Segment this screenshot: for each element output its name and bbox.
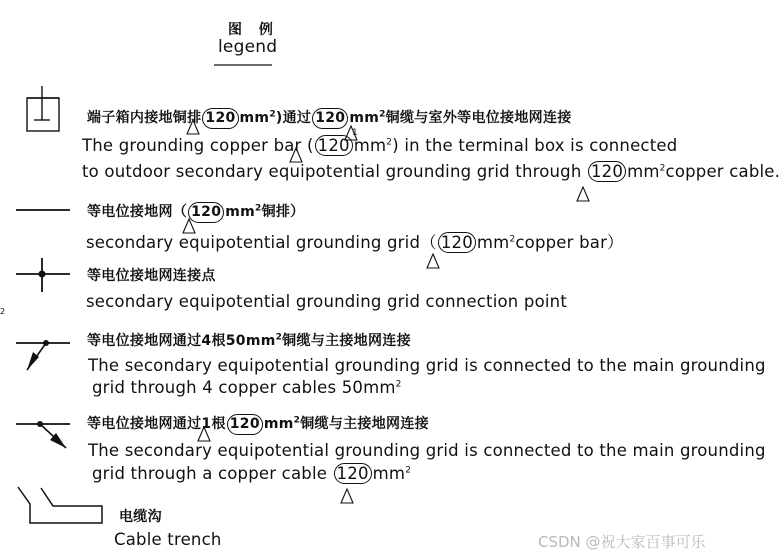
item1-en-line2: to outdoor secondary equipotential grounding grid through 120 $mm^2copper$ cable. — [82, 162, 780, 181]
item1-en-line1: The grounding copper bar ( 120 $mm^2$) in the terminal box is connected — [82, 136, 678, 155]
watermark: CSDN @祝大家百事可乐 — [538, 533, 706, 551]
legend-title-en: legend — [218, 37, 278, 57]
cloud-value: 120 — [312, 108, 348, 129]
item2-zh: 等电位接地网（ 120 $mm^2$铜排） — [87, 201, 304, 223]
item1-zh: 端子箱内接地铜排 120 $mm^2$)通过 120 $mm^2$铜缆与室外等电位接地网连接 — [87, 107, 572, 129]
arrow-down-right-icon — [16, 421, 70, 448]
item6-en: Cable trench — [114, 530, 222, 549]
item4-en-line2: grid through 4 copper cables $50mm^2$ — [92, 378, 402, 397]
item6-zh: 电缆沟 — [119, 509, 162, 525]
item5-en-line2: grid through a copper cable 120 $mm^2$ — [92, 464, 412, 483]
legend-title-zh: 图 例 — [228, 22, 279, 38]
cloud-value: 120 — [202, 108, 238, 129]
item5-en-line1: The secondary equipotential grounding grid is connected to the main grounding — [88, 441, 766, 460]
terminal-box-icon — [27, 86, 59, 131]
arrow-down-left-icon — [16, 340, 70, 370]
margin-mark: 2 — [0, 307, 6, 316]
item3-en: secondary equipotential grounding grid connection point — [86, 292, 567, 311]
item4-en-line1: The secondary equipotential grounding grid is connected to the main grounding — [88, 356, 766, 375]
item5-zh: 等电位接地网通过1根 120 $mm^2$铜缆与主接地网连接 — [87, 413, 429, 435]
revision-mark-number: 1 — [352, 128, 358, 138]
cable-trench-icon — [18, 487, 102, 523]
connection-point-icon — [16, 258, 70, 292]
item4-zh: 等电位接地网通过4根$50mm^2$铜缆与主接地网连接 — [87, 332, 411, 349]
item3-zh: 等电位接地网连接点 — [87, 268, 216, 284]
item2-en: secondary equipotential grounding grid（ 120 $mm^2copper$ bar） — [86, 233, 624, 252]
